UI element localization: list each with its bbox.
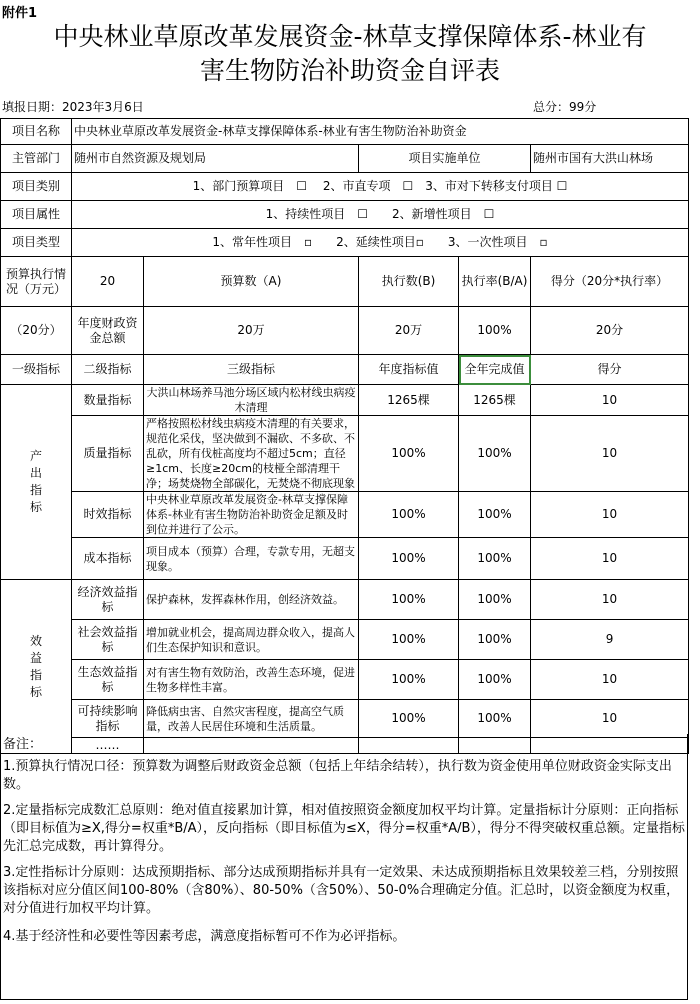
indicator-row (1, 385, 689, 416)
target-header: 年度指标值 (359, 355, 459, 385)
note-4: 4.基于经济性和必要性等因素考虑，满意度指标暂可不作为必评指标。 (3, 929, 406, 944)
indicator-header-row (1, 355, 689, 385)
level2-header: 二级指标 (72, 355, 144, 385)
annual-exec: 20万 (359, 307, 459, 355)
budget-weight: 20 (72, 257, 144, 307)
indicator-actual: 100% (459, 620, 531, 660)
indicator-row (1, 580, 689, 620)
indicator-l2: 生态效益指标 (72, 660, 144, 700)
indicator-score: 10 (531, 492, 689, 538)
indicator-row (1, 700, 689, 738)
indicator-l3: 中央林业草原改革发展资金-林草支撑保障体系-林业有害生物防治补助资金足额及时到位并进行了公示。 (144, 492, 359, 538)
indicator-target: 100% (359, 700, 459, 738)
attr-label: 项目属性 (1, 201, 72, 229)
page-title (0, 20, 700, 88)
indicator-score: 10 (531, 538, 689, 580)
indicator-actual: 100% (459, 700, 531, 738)
indicator-actual: 1265棵 (459, 385, 531, 416)
category-row (1, 173, 689, 201)
annual-score: 20分 (531, 307, 689, 355)
indicator-actual: 100% (459, 538, 531, 580)
indicator-score: 10 (531, 580, 689, 620)
indicator-actual: 100% (459, 580, 531, 620)
category-label: 项目类别 (1, 173, 72, 201)
attr-row (1, 201, 689, 229)
fill-date: 填报日期：2023年3月6日 (2, 100, 144, 114)
benefit-group-label: 效益指标 (29, 633, 42, 699)
indicator-target: 100% (359, 660, 459, 700)
indicator-score: 10 (531, 660, 689, 700)
indicator-actual: 100% (459, 416, 531, 492)
indicator-l2: 可持续影响指标 (72, 700, 144, 738)
dept-row (1, 145, 689, 173)
annual-fund-label: 年度财政资金总额 (72, 307, 144, 355)
indicator-l3: 降低病虫害、自然灾害程度，提高空气质量，改善人民居住环境和生活质量。 (144, 700, 359, 738)
attr-value: 1、持续性项目 ☐ 2、新增性项目 ☐ (72, 201, 689, 229)
self-evaluation-table (0, 118, 689, 754)
total-score: 总分：99分 (533, 100, 597, 114)
impl-unit-label: 项目实施单位 (359, 145, 531, 173)
level3-header: 三级指标 (144, 355, 359, 385)
indicator-l2: 时效指标 (72, 492, 144, 538)
indicator-l2: 经济效益指标 (72, 580, 144, 620)
type-label: 项目类型 (1, 229, 72, 257)
indicator-row (1, 492, 689, 538)
project-name-label: 项目名称 (1, 119, 72, 145)
annual-fund-row (1, 307, 689, 355)
notes-section (0, 734, 688, 1000)
indicator-target: 100% (359, 538, 459, 580)
output-group-cell (1, 385, 72, 580)
project-name-value: 中央林业草原改革发展资金-林草支撑保障体系-林业有害生物防治补助资金 (72, 119, 689, 145)
indicator-l2: 质量指标 (72, 416, 144, 492)
indicator-score: 9 (531, 620, 689, 660)
title-line-1: 中央林业草原改革发展资金-林草支撑保障体系-林业有 (53, 22, 647, 51)
budget-amount-label: 预算数（A) (144, 257, 359, 307)
note-1: 1.预算执行情况口径：预算数为调整后财政资金总额（包括上年结余结转），执行数为资金使用单位财政资金实际支出数。 (3, 759, 672, 792)
indicator-l2: 社会效益指标 (72, 620, 144, 660)
indicator-l2: …… (72, 738, 144, 754)
exec-amount-label: 执行数(B) (359, 257, 459, 307)
type-row (1, 229, 689, 257)
indicator-row (1, 538, 689, 580)
indicator-score: 10 (531, 700, 689, 738)
indicator-score: 10 (531, 416, 689, 492)
dept-value: 随州市自然资源及规划局 (72, 145, 359, 173)
indicator-target: 100% (359, 580, 459, 620)
indicator-target: 100% (359, 416, 459, 492)
indicator-actual: 100% (459, 660, 531, 700)
attachment-label: 附件1 (2, 6, 38, 21)
indicator-score: 10 (531, 385, 689, 416)
category-value: 1、部门预算项目 ☐ 2、市直专项 ☐ 3、市对下转移支付项目 ☐ (72, 173, 689, 201)
impl-unit-value: 随州市国有大洪山林场 (531, 145, 689, 173)
indicator-row (1, 416, 689, 492)
indicator-target: 100% (359, 492, 459, 538)
indicator-l3: 增加就业机会，提高周边群众收入，提高人们生态保护知识和意识。 (144, 620, 359, 660)
indicator-actual: 100% (459, 492, 531, 538)
note-3: 3.定性指标计分原则：达成预期指标、部分达成预期指标并具有一定效果、未达成预期指标且效果较差三档，分别按照该指标对应分值区间100-80%（含80%）、80-50%（含50%）、50-0%合理确定分值。汇总时，以资金额度为权重，对分值进行加权平均计算。 (3, 865, 680, 916)
title-line-2: 害生物防治补助资金自评表 (199, 56, 500, 85)
indicator-l2: 成本指标 (72, 538, 144, 580)
budget-score-weight: （20分） (1, 307, 72, 355)
annual-budget: 20万 (144, 307, 359, 355)
notes-heading: 备注： (3, 737, 43, 752)
output-group-label: 产出指标 (29, 449, 42, 514)
indicator-l3: 大洪山林场养马池分场区域内松材线虫病疫木清理 (144, 385, 359, 416)
actual-header[interactable]: 全年完成值 (459, 355, 531, 385)
dept-label: 主管部门 (1, 145, 72, 173)
indicator-l3: 对有害生物有效防治，改善生态环境，促进生物多样性丰富。 (144, 660, 359, 700)
budget-score-label: 得分（20分*执行率） (531, 257, 689, 307)
project-name-row (1, 119, 689, 145)
indicator-row (1, 660, 689, 700)
indicator-target: 1265棵 (359, 385, 459, 416)
indicator-row (1, 620, 689, 660)
type-value: 1、常年性项目 ▫ 2、延续性项目▫ 3、一次性项目 ▫ (72, 229, 689, 257)
budget-header-row (1, 257, 689, 307)
level1-header: 一级指标 (1, 355, 72, 385)
indicator-l3: 保护森林，发挥森林作用，创经济效益。 (144, 580, 359, 620)
annual-rate: 100% (459, 307, 531, 355)
note-2: 2.定量指标完成数汇总原则：绝对值直接累加计算，相对值按照资金额度加权平均计算。定量指标计分原则：正向指标（即目标值为≥X,得分=权重*B/A），反向指标（即目标值为≤X，得分=权重*A/B），得分不得突破权重总额。定量指标先汇总完成数，再计算得分。 (3, 803, 685, 854)
exec-rate-label: 执行率(B/A) (459, 257, 531, 307)
indicator-l3: 严格按照松材线虫病疫木清理的有关要求，规范化采伐，坚决做到不漏砍、不多砍、不乱砍，所有伐桩高度均不超过5cm；直径≥1cm、长度≥20cm的枝桠全部清理干净；场焚烧物全部碳化，无焚烧不彻底现象 (144, 416, 359, 492)
indicator-l3: 项目成本（预算）合理，专款专用，无超支现象。 (144, 538, 359, 580)
score-header: 得分 (531, 355, 689, 385)
budget-label: 预算执行情况（万元） (1, 257, 72, 307)
indicator-l2: 数量指标 (72, 385, 144, 416)
indicator-target: 100% (359, 620, 459, 660)
benefit-group-cell (1, 580, 72, 754)
